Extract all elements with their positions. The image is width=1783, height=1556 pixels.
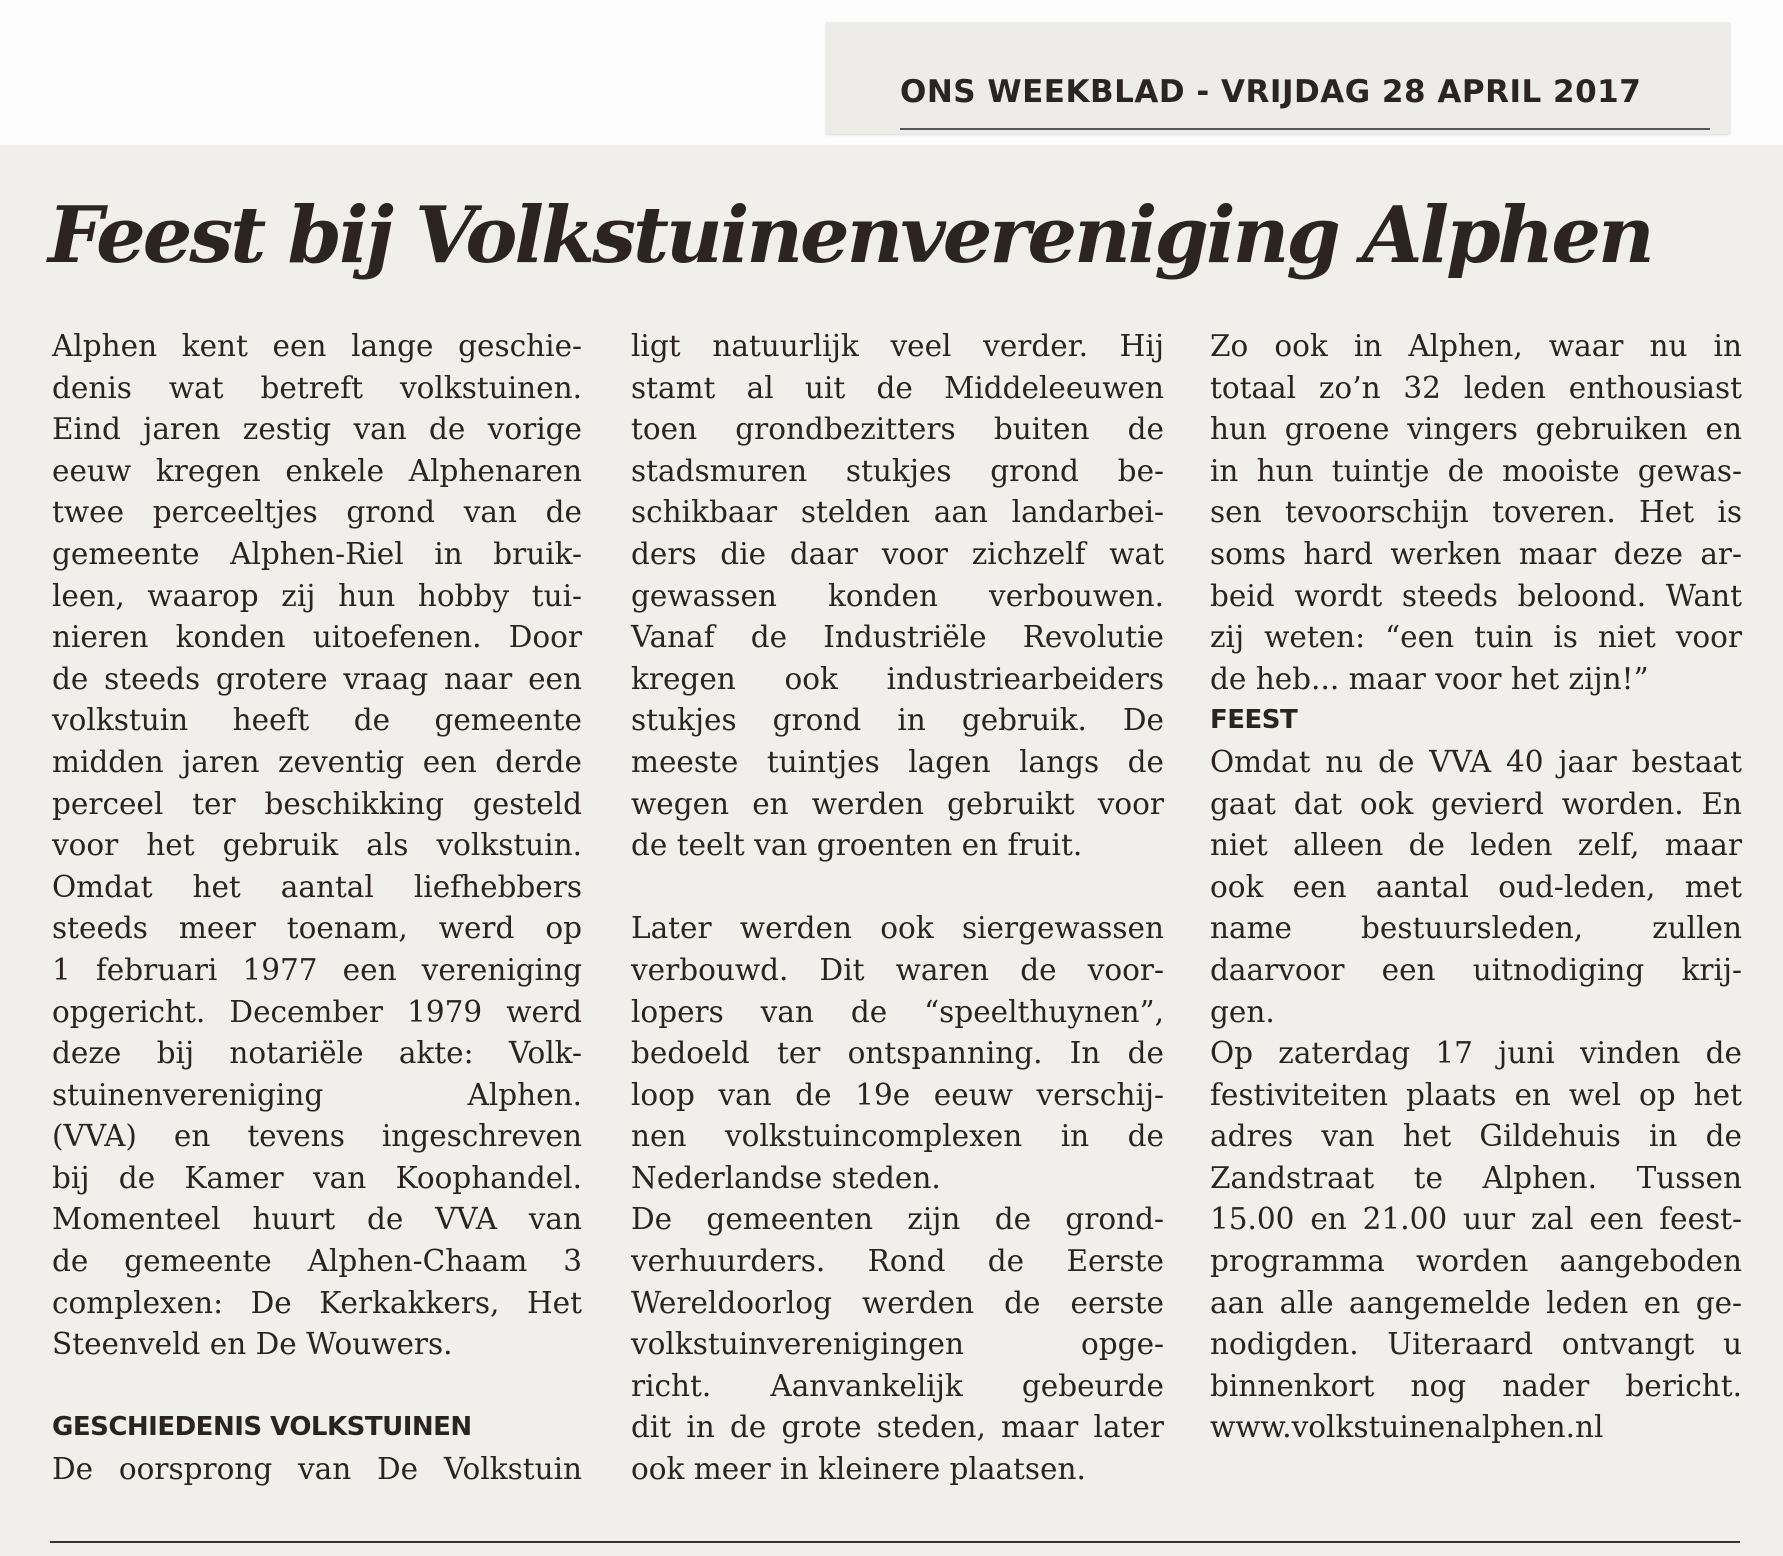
text-line: soms hard werken maar deze ar- [1210,536,1742,571]
paragraph-gap [631,867,1164,909]
text-line: steeds meer toenam, werd op [52,911,582,946]
text-line: stadsmuren stukjes grond be- [631,453,1164,488]
text-line: bedoeld ter ontspanning. In de [631,1036,1164,1071]
text-line: twee perceeltjes grond van de [52,495,582,530]
text-line: schikbaar stelden aan landarbei- [631,495,1164,530]
text-line: niet alleen de leden zelf, maar [1210,828,1742,863]
text-line: de heb... maar voor het zijn!” [1210,661,1649,696]
bleed-through [50,150,610,180]
text-line: Steenveld en De Wouwers. [52,1327,453,1362]
text-line: opgericht. December 1979 werd [52,994,582,1029]
text-line: de steeds grotere vraag naar een [52,661,582,696]
text-line: Wereldoorlog werden de eerste [631,1285,1164,1320]
text-line: ligt natuurlijk veel verder. Hij [631,329,1164,363]
text-line: daarvoor een uitnodiging krij- [1210,952,1742,987]
text-line: stamt al uit de Middeleeuwen [631,370,1164,405]
article-column-2 [631,326,1164,1491]
text-line: nen volkstuincomplexen in de [631,1119,1164,1154]
text-line: Zo ook in Alphen, waar nu in [1210,329,1742,363]
masthead-rule [900,128,1710,130]
text-line: Eind jaren zestig van de vorige [52,412,582,447]
text-line: Later werden ook siergewassen [631,911,1164,946]
text-line: complexen: De Kerkakkers, Het [52,1285,582,1320]
text-line: gaat dat ook gevierd worden. En [1210,786,1742,821]
text-line: deze bij notariële akte: Volk- [52,1036,582,1071]
text-line: gewassen konden verbouwen. [631,578,1164,613]
text-line: Zandstraat te Alphen. Tussen [1210,1160,1742,1195]
text-line: 1 februari 1977 een vereniging [52,952,582,987]
text-line: De gemeenten zijn de grond- [631,1202,1164,1237]
text-line: sen tevoorschijn toveren. Het is [1210,495,1742,530]
text-line: totaal zo’n 32 leden enthousiast [1210,370,1742,405]
text-line: richt. Aanvankelijk gebeurde [631,1368,1164,1403]
text-line: Momenteel huurt de VVA van [52,1202,582,1237]
text-line: bij de Kamer van Koophandel. [52,1160,582,1195]
text-line: loop van de 19e eeuw verschij- [631,1077,1164,1112]
text-line: nieren konden uitoefenen. Door [52,620,582,655]
text-line: verbouwd. Dit waren de voor- [631,952,1164,987]
masthead: ONS WEEKBLAD - VRIJDAG 28 APRIL 2017 [900,74,1642,110]
article-column-3 [1210,326,1742,1449]
text-line: name bestuursleden, zullen [1210,911,1742,946]
text-line: ders die daar voor zichzelf wat [631,536,1164,571]
subheading: FEEST [1210,705,1298,736]
text-line: festiviteiten plaats en wel op het [1210,1077,1742,1112]
text-line: ook meer in kleinere plaatsen. [631,1452,1086,1487]
text-line: Omdat het aantal liefhebbers [52,869,582,904]
text-line: Nederlandse steden. [631,1160,941,1195]
text-line: midden jaren zeventig een derde [52,744,582,779]
paragraph-gap [52,1366,582,1408]
bottom-rule [50,1541,1740,1543]
article-column-1 [52,326,582,1491]
text-line: 15.00 en 21.00 uur zal een feest- [1210,1202,1742,1237]
text-line: leen, waarop zij hun hobby tui- [52,578,582,613]
text-line: Alphen kent een lange geschie- [52,329,582,363]
text-line: volkstuin heeft de gemeente [52,703,582,738]
text-line: aan alle aangemelde leden en ge- [1210,1285,1742,1320]
text-line: binnenkort nog nader bericht. [1210,1368,1742,1403]
text-line: beid wordt steeds beloond. Want [1210,578,1742,613]
text-line: de teelt van groenten en fruit. [631,828,1083,863]
text-line: adres van het Gildehuis in de [1210,1119,1742,1154]
subheading: GESCHIEDENIS VOLKSTUINEN [52,1412,472,1443]
text-line: volkstuinverenigingen opge- [631,1327,1164,1362]
text-line: zij weten: “een tuin is niet voor [1210,620,1742,655]
text-line: kregen ook industriearbeiders [631,661,1164,696]
text-line: nodigden. Uiteraard ontvangt u [1210,1327,1742,1362]
text-line: meeste tuintjes lagen langs de [631,744,1164,779]
text-line: (VVA) en tevens ingeschreven [52,1119,582,1154]
text-line: voor het gebruik als volkstuin. [52,828,582,863]
text-line: in hun tuintje de mooiste gewas- [1210,453,1742,488]
text-line: wegen en werden gebruikt voor [631,786,1164,821]
text-line: gemeente Alphen-Riel in bruik- [52,536,582,571]
article-headline: Feest bij Volkstuinenvereniging Alphen [48,190,1652,281]
text-line: Op zaterdag 17 juni vinden de [1210,1036,1742,1071]
text-line: De oorsprong van De Volkstuin [52,1452,582,1487]
text-line: Omdat nu de VVA 40 jaar bestaat [1210,744,1742,779]
text-line: denis wat betreft volkstuinen. [52,370,582,405]
text-line: stukjes grond in gebruik. De [631,703,1164,738]
text-line: hun groene vingers gebruiken en [1210,412,1742,447]
text-line: perceel ter beschikking gesteld [52,786,582,821]
text-line: Vanaf de Industriële Revolutie [631,620,1164,655]
text-line: dit in de grote steden, maar later [631,1410,1164,1445]
text-line: lopers van de “speelthuynen”, [631,994,1164,1029]
text-line: www.volkstuinenalphen.nl [1210,1410,1604,1445]
text-line: toen grondbezitters buiten de [631,412,1164,447]
text-line: verhuurders. Rond de Eerste [631,1244,1164,1279]
text-line: programma worden aangeboden [1210,1244,1742,1279]
text-line: stuinenvereniging Alphen. [52,1077,582,1112]
text-line: gen. [1210,994,1275,1029]
text-line: eeuw kregen enkele Alphenaren [52,453,582,488]
text-line: de gemeente Alphen-Chaam 3 [52,1244,582,1279]
text-line: ook een aantal oud-leden, met [1210,869,1742,904]
